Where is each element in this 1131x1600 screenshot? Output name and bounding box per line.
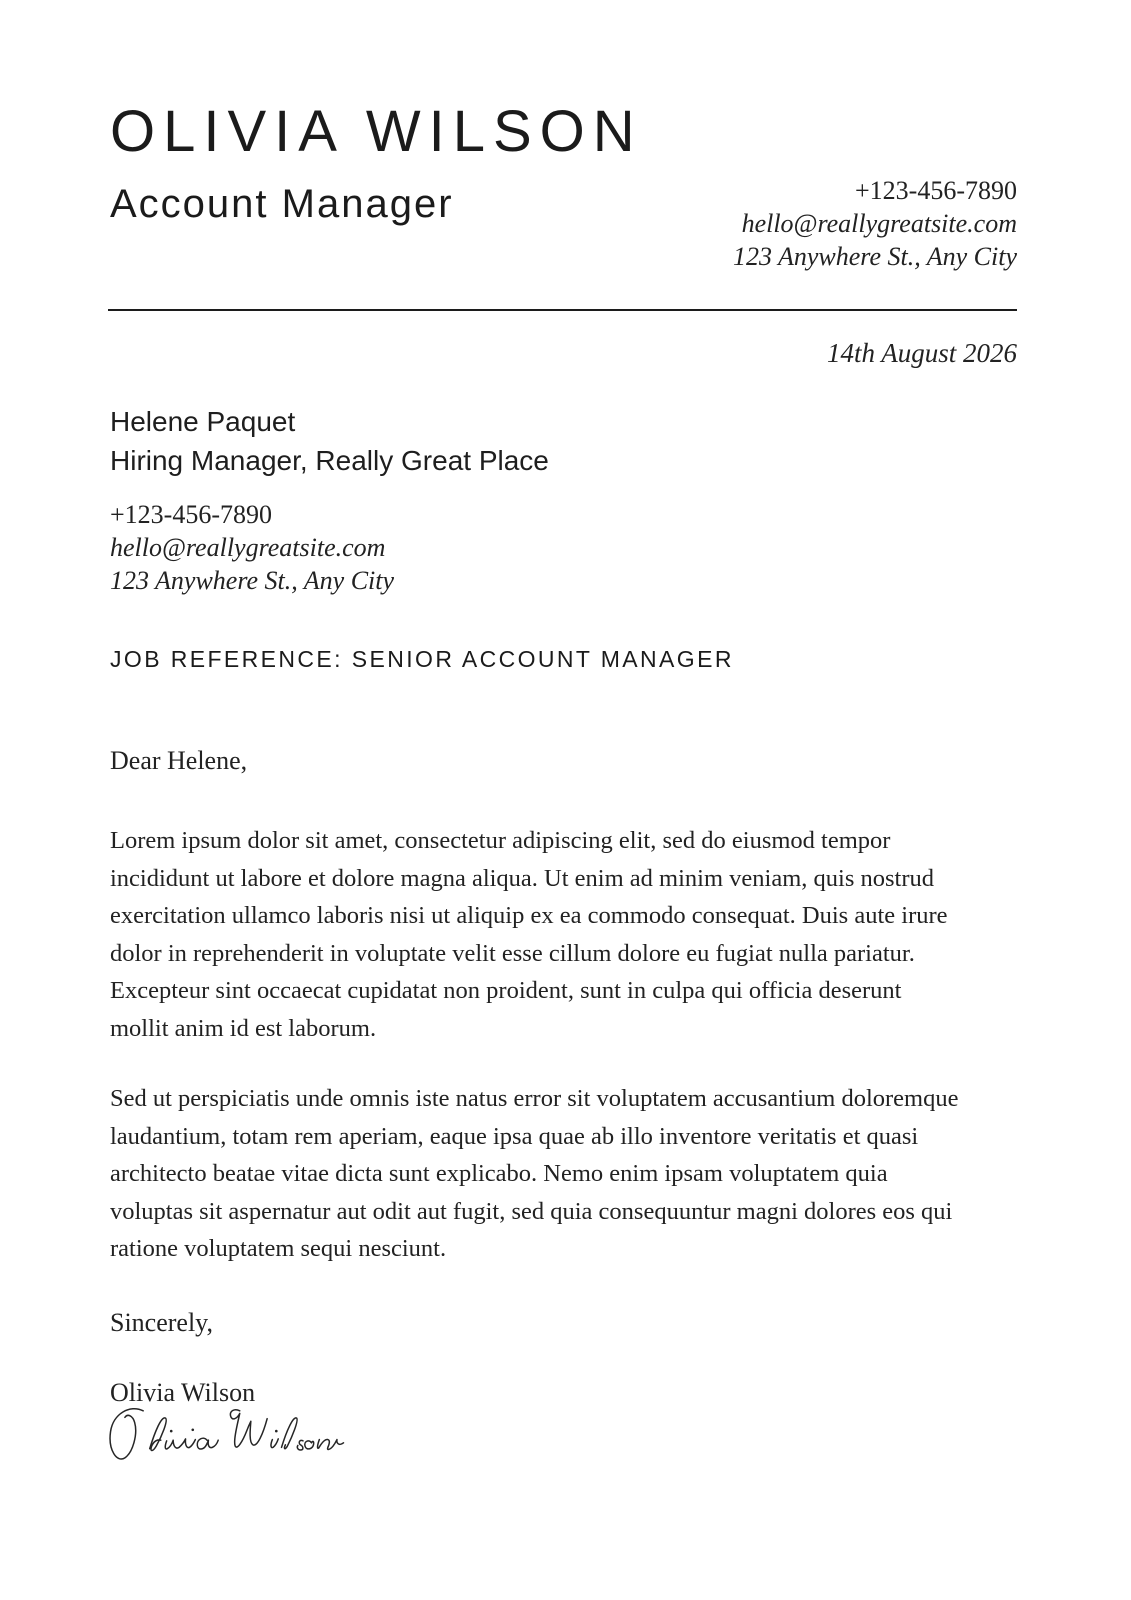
recipient-role: Hiring Manager, Really Great Place bbox=[110, 445, 549, 476]
sender-address: 123 Anywhere St., Any City bbox=[732, 242, 1017, 271]
body-paragraph-1: Lorem ipsum dolor sit amet, consectetur adipiscing elit, sed do eiusmod tempor incididunt ut labore et dolore magna aliqua. Ut enim ad minim veniam, quis nostrud exercitation ullamco laboris nisi ut aliquip ex ea commodo consequat. Duis aute irure dolor in reprehenderit in voluptate velit esse cillum dolore eu fugiat nulla pariatur. Excepteur sint occaecat cupidatat non proident, sunt in culpa qui officia deserunt mollit anim id est laborum. bbox=[110, 827, 948, 1042]
signature-typed-name: Olivia Wilson bbox=[110, 1378, 256, 1407]
closing: Sincerely, bbox=[110, 1308, 213, 1337]
recipient-name: Helene Paquet bbox=[110, 406, 296, 437]
recipient-phone: +123-456-7890 bbox=[110, 500, 272, 529]
sender-job-title: Account Manager bbox=[110, 182, 454, 226]
recipient-contact-block bbox=[110, 498, 394, 597]
salutation: Dear Helene, bbox=[110, 746, 248, 775]
job-reference-heading: JOB REFERENCE: SENIOR ACCOUNT MANAGER bbox=[110, 646, 734, 672]
sender-contact-block bbox=[733, 174, 1017, 273]
header-divider-line bbox=[108, 309, 1017, 311]
sender-email: hello@reallygreatsite.com bbox=[741, 209, 1017, 238]
letter-date: 14th August 2026 bbox=[826, 338, 1017, 368]
body-paragraph-2: Sed ut perspiciatis unde omnis iste natus error sit voluptatem accusantium doloremque laudantium, totam rem aperiam, eaque ipsa quae ab illo inventore veritatis et quasi architecto beatae vitae dicta sunt explicabo. Nemo enim ipsam voluptatem quia voluptas sit aspernatur aut odit aut fugit, sed quia consequuntur magni dolores eos qui ratione voluptatem sequi nesciunt. bbox=[110, 1085, 959, 1262]
signature-script bbox=[104, 1402, 352, 1466]
recipient-address: 123 Anywhere St., Any City bbox=[110, 566, 395, 595]
sender-phone: +123-456-7890 bbox=[855, 176, 1017, 205]
sender-name: OLIVIA WILSON bbox=[110, 99, 643, 164]
recipient-block bbox=[110, 402, 549, 480]
recipient-email: hello@reallygreatsite.com bbox=[110, 533, 386, 562]
signature-icon bbox=[104, 1402, 352, 1466]
